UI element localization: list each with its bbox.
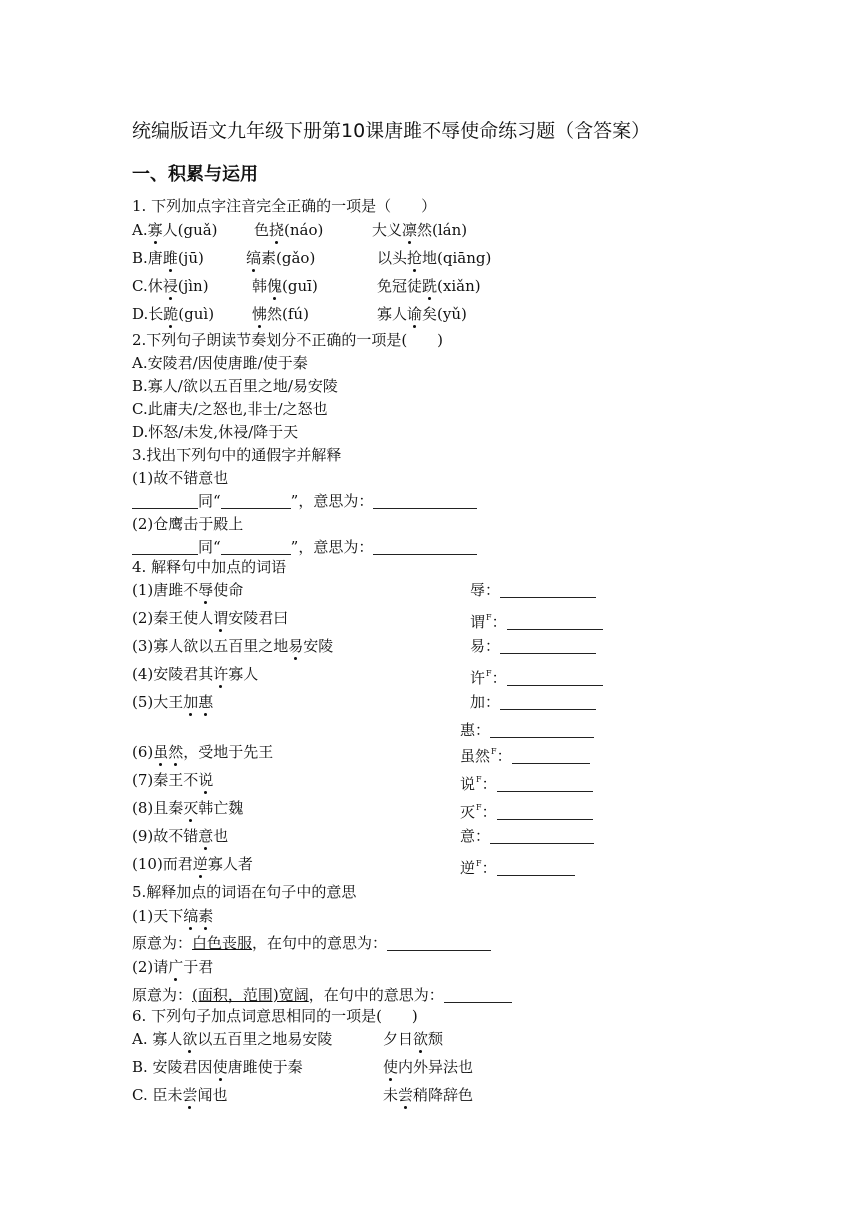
q4-answer-3: 易：	[470, 636, 596, 656]
q4-item-4: (4)安陵君其许寡人	[132, 665, 259, 683]
blank[interactable]	[507, 669, 603, 686]
blank[interactable]	[507, 613, 603, 630]
q4-answer-10: 逆$^F$：	[460, 854, 575, 878]
blank[interactable]	[512, 747, 590, 764]
q4-item-6: (6)虽然，受地于先王	[132, 743, 274, 761]
q5-item-2: (2)请广于君	[132, 958, 214, 976]
blank[interactable]	[490, 827, 594, 844]
q2-option-c: C.此庸夫/之怒也,非士/之怒也	[132, 400, 328, 418]
q4-item-3: (3)寡人欲以五百里之地易安陵	[132, 637, 334, 655]
q4-answer-8: 灭$^F$：	[460, 798, 593, 822]
q1-option-d-3: 寡人谕矣(yǔ)	[377, 305, 467, 323]
q3-item-1: (1)故不错意也	[132, 469, 229, 487]
q6-option-c-1: C. 臣未尝闻也	[132, 1086, 228, 1104]
q6-option-b-1: B. 安陵君因使唐雎使于秦	[132, 1058, 303, 1076]
blank[interactable]	[373, 538, 477, 555]
section-heading: 一、积累与运用	[132, 164, 258, 185]
blank[interactable]	[497, 775, 593, 792]
q5-answer-1: 原意为：白色丧服，在句中的意思为：	[132, 933, 491, 953]
q4-answer-2: 谓$^F$：	[470, 608, 603, 632]
q6-option-b-2: 使内外异法也	[383, 1058, 474, 1076]
blank[interactable]	[132, 492, 198, 509]
q4-answer-9: 意：	[460, 826, 594, 846]
q4-item-7: (7)秦王不说	[132, 771, 214, 789]
question-3-stem: 3.找出下列句中的通假字并解释	[132, 446, 342, 464]
q1-option-c-2: 韩傀(guī)	[252, 277, 318, 295]
blank[interactable]	[373, 492, 477, 509]
q4-item-9: (9)故不错意也	[132, 827, 229, 845]
q1-option-b-1: B.唐雎(jū)	[132, 249, 204, 267]
question-2-stem: 2.下列句子朗读节奏划分不正确的一项是( )	[132, 331, 444, 349]
blank[interactable]	[497, 859, 575, 876]
q1-option-c-3: 免冠徒跣(xiǎn)	[377, 277, 481, 295]
q4-answer-5b: 惠：	[460, 720, 594, 740]
q4-item-2: (2)秦王使人谓安陵君曰	[132, 609, 289, 627]
q4-item-10: (10)而君逆寡人者	[132, 855, 253, 873]
question-4-stem: 4. 解释句中加点的词语	[132, 558, 287, 576]
q6-option-c-2: 未尝稍降辞色	[383, 1086, 474, 1104]
blank[interactable]	[497, 803, 593, 820]
q2-option-d: D.怀怒/未发,休祲/降于天	[132, 423, 299, 441]
q4-item-8: (8)且秦灭韩亡魏	[132, 799, 244, 817]
blank[interactable]	[500, 581, 596, 598]
blank[interactable]	[500, 637, 596, 654]
blank[interactable]	[444, 986, 512, 1003]
q1-option-d-1: D.长跪(guì)	[132, 305, 215, 323]
q6-option-a-1: A. 寡人欲以五百里之地易安陵	[132, 1030, 333, 1048]
q5-answer-2: 原意为：(面积，范围)宽阔，在句中的意思为：	[132, 985, 512, 1005]
q2-option-b: B.寡人/欲以五百里之地/易安陵	[132, 377, 338, 395]
q1-option-a-3: 大义凛然(lán)	[372, 221, 468, 239]
q1-option-c-1: C.休祲(jìn)	[132, 277, 209, 295]
q2-option-a: A.安陵君/因使唐雎/使于秦	[132, 354, 308, 372]
q3-item-2: (2)仓鹰击于殿上	[132, 515, 244, 533]
q3-answer-line-1: 同“ ”，意思为：	[132, 491, 477, 511]
q4-answer-5: 加：	[470, 692, 596, 712]
blank[interactable]	[132, 538, 198, 555]
q1-option-b-3: 以头抢地(qiāng)	[377, 249, 492, 267]
q4-answer-7: 说$^F$：	[460, 770, 593, 794]
blank[interactable]	[387, 934, 491, 951]
q3-answer-line-2: 同“ ”，意思为：	[132, 537, 477, 557]
blank[interactable]	[500, 693, 596, 710]
blank[interactable]	[221, 492, 291, 509]
q1-option-d-2: 怫然(fú)	[252, 305, 309, 323]
q1-option-b-2: 缟素(gǎo)	[246, 249, 316, 267]
q1-option-a-1: A.寡人(guǎ)	[132, 221, 218, 239]
q5-item-1: (1)天下缟素	[132, 907, 214, 925]
q6-option-a-2: 夕日欲颓	[383, 1030, 444, 1048]
q1-option-a-2: 色挠(náo)	[254, 221, 324, 239]
question-6-stem: 6. 下列句子加点词意思相同的一项是( )	[132, 1007, 418, 1025]
q4-item-5: (5)大王加惠	[132, 693, 214, 711]
question-5-stem: 5.解释加点的词语在句子中的意思	[132, 883, 357, 901]
q4-answer-1: 辱：	[470, 580, 596, 600]
blank[interactable]	[221, 538, 291, 555]
question-1-stem: 1. 下列加点字注音完全正确的一项是（ ）	[132, 197, 437, 215]
q4-item-1: (1)唐雎不辱使命	[132, 581, 244, 599]
blank[interactable]	[490, 721, 594, 738]
q4-answer-4: 许$^F$：	[470, 664, 603, 688]
page-title: 统编版语文九年级下册第10课唐雎不辱使命练习题（含答案）	[132, 120, 651, 142]
q4-answer-6: 虽然$^F$：	[460, 742, 590, 766]
